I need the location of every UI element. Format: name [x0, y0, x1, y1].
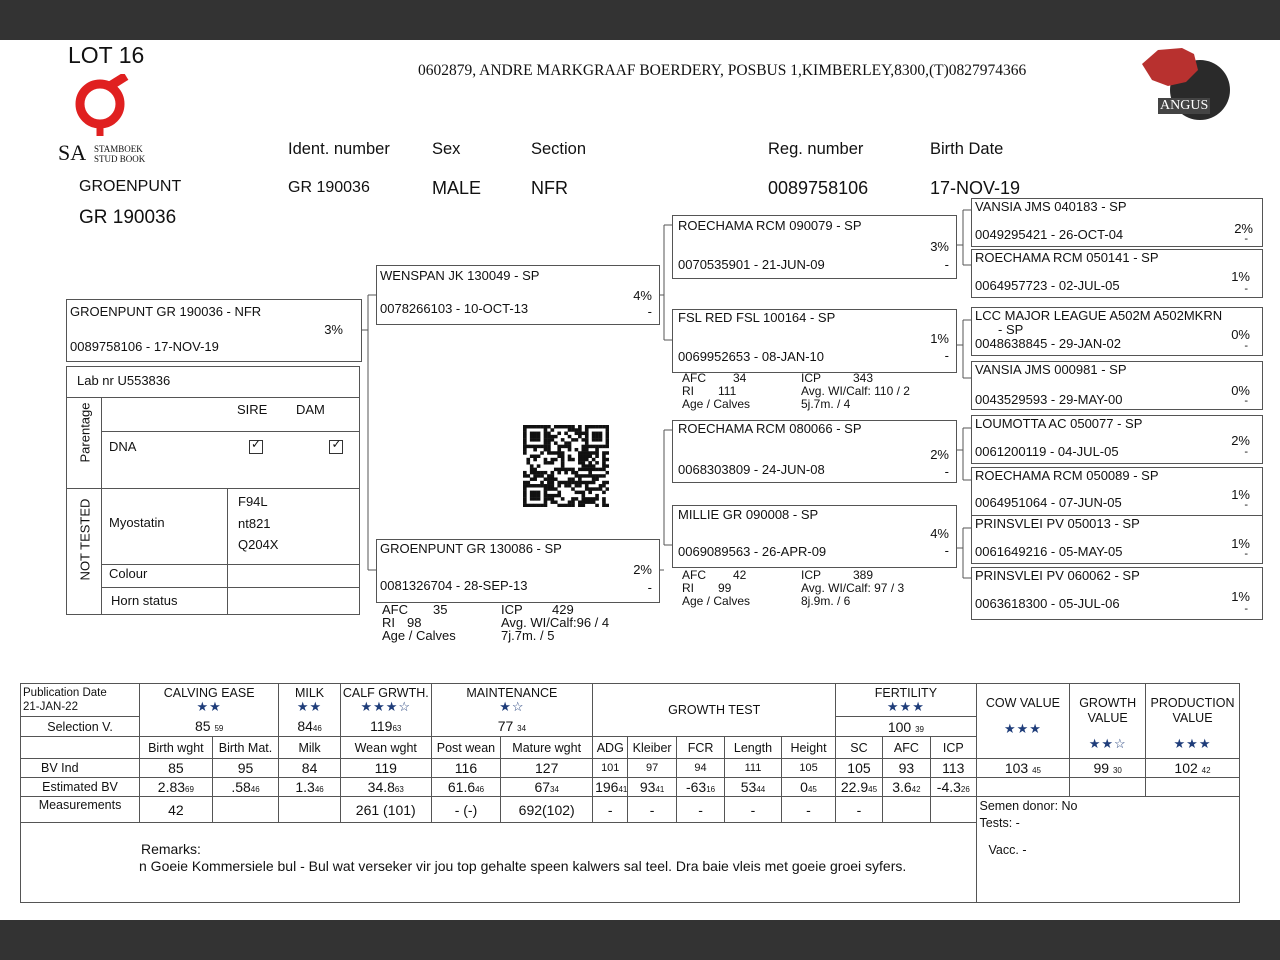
animal-name: GROENPUNT [79, 178, 182, 195]
ggp-box-4: VANSIA JMS 000981 - SP 0% - 0043529593 - 29-MAY-00 [971, 361, 1263, 410]
measurement-cell: 42 [140, 797, 213, 823]
dam-line1: GROENPUNT GR 130086 - SP [380, 541, 562, 556]
dna-label: DNA [109, 439, 137, 454]
measurement-cell: - (-) [431, 797, 501, 823]
remarks-label: Remarks: [141, 841, 201, 857]
logo-line2: STUD BOOK [94, 154, 146, 164]
growth-test-header: GROWTH TEST [593, 684, 836, 737]
remarks-text: n Goeie Kommersiele bul - Bul wat verseker vir jou top gehalte speen kalwers sal teel. Dra baie vleis met goeie groei syfers. [139, 858, 907, 874]
ebv-cell: 045 [781, 778, 836, 797]
vaccination: Vacc. - [988, 843, 1027, 857]
col-header: ADG [593, 737, 628, 759]
bv-cell: 95 [212, 759, 279, 778]
header-section: Section [531, 140, 587, 158]
sire-label: SIRE [237, 402, 268, 417]
measurement-cell: - [725, 797, 782, 823]
ebv-cell: 22.945 [836, 778, 882, 797]
col-header: FCR [676, 737, 724, 759]
lab-panel [66, 366, 360, 615]
col-header: Birth wght [140, 737, 213, 759]
angus-label: ANGUS [1160, 98, 1209, 113]
bv-label: BV Ind [21, 759, 140, 778]
colour-label: Colour [109, 566, 148, 581]
bv-cell: 111 [725, 759, 782, 778]
measurement-cell: - [836, 797, 882, 823]
dam-pct: 2% [633, 562, 652, 577]
col-header: Length [725, 737, 782, 759]
blank-cell [1070, 778, 1146, 797]
col-header: Mature wght [501, 737, 593, 759]
bv-cell: 116 [431, 759, 501, 778]
col-header: Wean wght [340, 737, 431, 759]
breeding-values-table: Publication Date 21-JAN-22 CALVING EASE ★★ MILK ★★ CALF GRWTH. ★★★☆ MAINTENANCE ★☆ GROWTH TEST FERTILITY ★★★ COW VALUE ★★★ GROWTH VALUE ★★☆ PRODUCTION VALUE ★★★ Selection V. 85 59 8446 11963 77 34 100 39 Birth wght Birth Mat. Milk Wean wght Post wean Mature wght ADG Kleiber FCR Length Height SC AFC ICP BV Ind 85 95 84 119 116 127 101 97 94 111 105 105 93 113 103 45 99 30 102 42 Estimated BV 2.8369 .5846 1.346 34.863 61.646 6734 19641 9341 -6316 5344 045 22.945 3.642 -4.326 Measurements 42 261 (101) - (-) 692(102) - - - - - - Semen donor: No Tests: - Vacc. - Remarks: n Goeie Kommersiele bul - Bul wat verseker vir jou top gehalte speen kalwers sal teel. Dra baie vleis met goeie groei syfers. [20, 683, 1240, 903]
self-box [66, 299, 362, 362]
bv-cell: 94 [676, 759, 724, 778]
value-section: NFR [531, 178, 568, 198]
ebv-cell: 6734 [501, 778, 593, 797]
ebv-cell: 1.346 [279, 778, 341, 797]
ebv-cell: 5344 [725, 778, 782, 797]
header-birth: Birth Date [930, 140, 1004, 158]
header-reg: Reg. number [768, 140, 864, 158]
ggp-box-8: PRINSVLEI PV 060062 - SP 1% - 0063618300 - 05-JUL-06 [971, 567, 1263, 620]
bv-cell: 113 [931, 759, 976, 778]
bv-cell: 84 [279, 759, 341, 778]
value-ident: GR 190036 [288, 179, 370, 196]
col-header: Height [781, 737, 836, 759]
measurements-label: Measurements [21, 797, 140, 823]
sire-box [376, 265, 660, 325]
breeder-address: 0602879, ANDRE MARKGRAAF BOERDERY, POSBUS 1,KIMBERLEY,8300,(T)0827974366 [418, 62, 1027, 79]
myostatin-nt821: nt821 [238, 516, 271, 531]
cow-value-cell: 103 45 [976, 759, 1070, 778]
growth-value-header: GROWTH VALUE ★★☆ [1070, 684, 1146, 759]
growth-value-cell: 99 30 [1070, 759, 1146, 778]
myostatin-f94l: F94L [238, 494, 268, 509]
measurement-cell: - [781, 797, 836, 823]
measurement-cell [212, 797, 279, 823]
sire-dna-checkbox [249, 440, 263, 454]
production-value-cell: 102 42 [1146, 759, 1240, 778]
grandparent-box-4: MILLIE GR 090008 - SP 4% - 0069089563 - 26-APR-09 [672, 505, 957, 568]
self-pct: 3% [324, 322, 343, 337]
self-line1: GROENPUNT GR 190036 - NFR [70, 304, 262, 319]
animal-ident: GR 190036 [79, 207, 177, 228]
lab-number: Lab nr U553836 [77, 373, 171, 388]
logo-sa: SA [58, 140, 87, 165]
ebv-cell: .5846 [212, 778, 279, 797]
fertility-header: FERTILITY ★★★ [836, 684, 976, 717]
dam-stats: AFC 35 ICP 429 RI 98 Avg. WI/Calf:96 / 4 Age / Calves 7j.7m. / 5 [382, 602, 610, 643]
dam-dash: - [647, 580, 652, 595]
col-header: Kleiber [628, 737, 676, 759]
lot-number: LOT 16 [68, 42, 145, 68]
logo-line1: STAMBOEK [94, 144, 143, 154]
header-sex: Sex [432, 140, 461, 158]
bv-cell: 93 [882, 759, 930, 778]
gp1-stats: AFC 34 ICP 343 RI 111 Avg. WI/Calf: 110 / 2 Age / Calves 5j.7m. / 4 [682, 371, 910, 411]
grandparent-box-3: ROECHAMA RCM 080066 - SP 2% - 0068303809 - 24-JUN-08 [672, 420, 957, 483]
publication-cell: Publication Date 21-JAN-22 [21, 684, 140, 717]
value-reg: 0089758106 [768, 178, 869, 198]
dam-box [376, 539, 660, 603]
ggp-box-3: LCC MAJOR LEAGUE A502M A502MKRN - SP 0% - 0048638845 - 29-JAN-02 [971, 307, 1263, 356]
remarks-cell [21, 823, 977, 903]
calving-ease-header: CALVING EASE ★★ [140, 684, 279, 717]
dam-label: DAM [296, 402, 325, 417]
bv-cell: 85 [140, 759, 213, 778]
qr-code-icon [523, 425, 609, 507]
value-sex: MALE [432, 178, 482, 198]
grandparent-box-2: FSL RED FSL 100164 - SP 1% - 0069952653 - 08-JAN-10 [672, 309, 957, 373]
col-header: Milk [279, 737, 341, 759]
ggp-box-1: VANSIA JMS 040183 - SP 2% - 0049295421 - 26-OCT-04 [971, 198, 1263, 247]
parentage-label: Parentage [77, 402, 93, 463]
dam-dna-checkbox [329, 440, 343, 454]
ggp-box-2: ROECHAMA RCM 050141 - SP 1% - 0064957723 - 02-JUL-05 [971, 249, 1263, 298]
semen-donor: Semen donor: No [979, 799, 1078, 813]
selection-label: Selection V. [21, 717, 140, 737]
grandparent-box-1: ROECHAMA RCM 090079 - SP 3% - 0070535901 - 21-JUN-09 [672, 215, 957, 279]
ggp-box-5: LOUMOTTA AC 050077 - SP 2% - 0061200119 - 04-JUL-05 [971, 415, 1263, 464]
measurement-cell: - [676, 797, 724, 823]
bv-cell: 101 [593, 759, 628, 778]
sire-line2: 0078266103 - 10-OCT-13 [380, 301, 529, 316]
cow-value-header: COW VALUE ★★★ [976, 684, 1070, 759]
measurement-cell [882, 797, 930, 823]
measurement-cell: - [593, 797, 628, 823]
sire-line1: WENSPAN JK 130049 - SP [380, 268, 540, 283]
horn-status-label: Horn status [111, 593, 178, 608]
ggp-box-6: ROECHAMA RCM 050089 - SP 1% - 0064951064 - 07-JUN-05 [971, 467, 1263, 516]
calf-growth-header: CALF GRWTH. ★★★☆ [340, 684, 431, 717]
gp3-stats: AFC 42 ICP 389 RI 99 Avg. WI/Calf: 97 / 3 Age / Calves 8j.9m. / 6 [682, 568, 905, 608]
measurement-cell: 692(102) [501, 797, 593, 823]
measurement-cell: - [628, 797, 676, 823]
myostatin-q204x: Q204X [238, 537, 279, 552]
production-value-header: PRODUCTION VALUE ★★★ [1146, 684, 1240, 759]
ebv-cell: -6316 [676, 778, 724, 797]
ebv-cell: 3.642 [882, 778, 930, 797]
sire-pct: 4% [633, 288, 652, 303]
ebv-cell: 61.646 [431, 778, 501, 797]
maintenance-header: MAINTENANCE ★☆ [431, 684, 592, 717]
blank-cell [1146, 778, 1240, 797]
bv-cell: 105 [781, 759, 836, 778]
col-header: Post wean [431, 737, 501, 759]
myostatin-label: Myostatin [109, 515, 165, 530]
bv-cell: 97 [628, 759, 676, 778]
tests: Tests: - [979, 816, 1020, 830]
ebv-label: Estimated BV [21, 778, 140, 797]
measurement-cell [279, 797, 341, 823]
measurement-cell: 261 (101) [340, 797, 431, 823]
blank-cell [976, 778, 1070, 797]
ggp-box-7: PRINSVLEI PV 050013 - SP 1% - 0061649216 - 05-MAY-05 [971, 515, 1263, 564]
col-header: AFC [882, 737, 930, 759]
ebv-cell: 34.863 [340, 778, 431, 797]
col-header: ICP [931, 737, 976, 759]
col-header: Birth Mat. [212, 737, 279, 759]
header-ident: Ident. number [288, 140, 390, 158]
dam-line2: 0081326704 - 28-SEP-13 [380, 578, 528, 593]
col-header: SC [836, 737, 882, 759]
bv-cell: 105 [836, 759, 882, 778]
bv-cell: 127 [501, 759, 593, 778]
ebv-cell: 19641 [593, 778, 628, 797]
ebv-cell: -4.326 [931, 778, 976, 797]
value-birth: 17-NOV-19 [930, 178, 1021, 198]
ebv-cell: 9341 [628, 778, 676, 797]
sire-dash: - [647, 304, 652, 319]
semen-tests-cell [976, 797, 1239, 903]
ebv-cell: 2.8369 [140, 778, 213, 797]
not-tested-label: NOT TESTED [77, 498, 93, 581]
bv-cell: 119 [340, 759, 431, 778]
self-line2: 0089758106 - 17-NOV-19 [70, 339, 219, 354]
measurement-cell [931, 797, 976, 823]
milk-header: MILK ★★ [279, 684, 341, 717]
